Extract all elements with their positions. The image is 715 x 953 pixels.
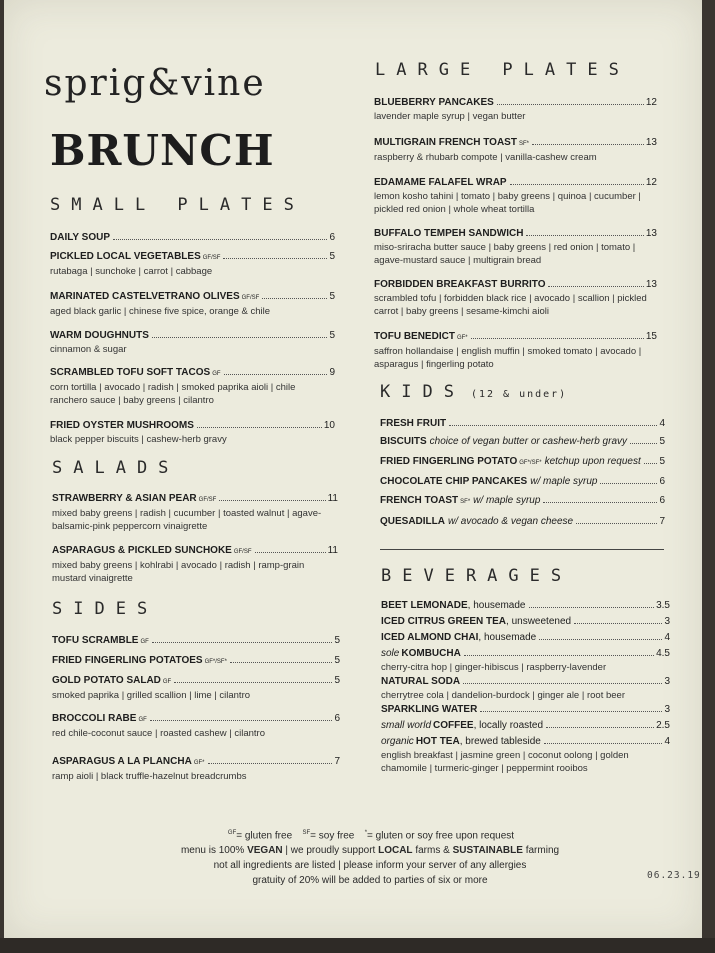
menu-item-row — [52, 755, 340, 770]
item-description: cherry-citra hop | ginger-hibiscus | raspberry-lavender — [381, 662, 607, 673]
item-price: 5 — [329, 291, 335, 302]
item-price: 5 — [659, 436, 665, 447]
item-name: FORBIDDEN BREAKFAST BURRITO — [374, 279, 546, 290]
price-leader — [526, 235, 643, 236]
price-leader — [464, 655, 654, 656]
price-leader — [497, 104, 644, 105]
price-leader — [208, 763, 333, 764]
item-option: choice of vegan butter or cashew-herb gravy — [429, 436, 628, 447]
menu-date: 06.23.19 — [647, 870, 701, 881]
sustainable-word: SUSTAINABLE — [452, 845, 523, 857]
menu-item-row — [380, 435, 665, 449]
item-name: TOFU BENEDICT — [374, 331, 455, 342]
item-price: 13 — [645, 279, 657, 290]
beverage-item — [381, 675, 670, 702]
item-price: 15 — [645, 331, 657, 342]
menu-item-row — [50, 231, 335, 245]
large-plate-item — [374, 96, 657, 123]
menu-item-row — [381, 647, 670, 661]
large-plates-heading: LARGE PLATES — [375, 60, 630, 80]
small-plate-item — [50, 366, 335, 407]
menu-footer — [120, 826, 620, 888]
item-description: raspberry & rhubarb compote | vanilla-cashew cream — [374, 152, 597, 163]
item-description: red chile-coconut sauce | roasted cashew | cilantro — [52, 728, 265, 739]
vegan-statement-a: menu is 100% — [180, 845, 248, 857]
item-price: 5 — [659, 456, 665, 467]
item-option: w/ avocado & vegan cheese — [448, 516, 574, 527]
price-leader — [471, 338, 644, 339]
kids-item-item — [380, 515, 665, 529]
dietary-legend — [120, 826, 620, 843]
item-price: 5 — [329, 251, 335, 262]
item-option: ketchup upon request — [544, 456, 641, 467]
dietary-marker: GF* — [456, 335, 468, 341]
menu-item-row — [381, 631, 670, 645]
item-description: corn tortilla | avocado | radish | smoked paprika aioli | chile ranchero sauce | baby greens | cilantro — [50, 382, 296, 406]
dietary-marker: GF/SF — [233, 549, 252, 555]
dietary-marker: GF* — [193, 760, 205, 766]
item-name: FRIED FINGERLING POTATO — [380, 456, 518, 467]
dietary-marker: GF/SF — [241, 295, 260, 301]
item-note: , brewed tableside — [459, 736, 541, 747]
item-price: 4.5 — [656, 648, 670, 659]
menu-item-row — [50, 290, 335, 305]
item-name: DAILY SOUP — [50, 232, 111, 243]
kids-age-note: (12 & under) — [470, 389, 568, 400]
price-leader — [529, 607, 655, 608]
vegan-statement-c: farms & — [412, 845, 453, 857]
item-price: 6 — [329, 232, 335, 243]
small-plates-heading: SMALL PLATES — [50, 195, 305, 215]
dietary-marker: SF* — [518, 141, 529, 147]
price-leader — [152, 337, 328, 338]
kids-item-item — [380, 455, 665, 470]
kids-item-item — [380, 475, 665, 489]
price-leader — [449, 425, 657, 426]
item-price: 13 — [645, 228, 657, 239]
price-leader — [576, 523, 657, 524]
item-price: 5 — [334, 675, 340, 686]
beverages-heading: BEVERAGES — [381, 566, 573, 586]
large-plate-item — [374, 278, 657, 318]
item-option: w/ maple syrup — [530, 476, 598, 487]
price-leader — [463, 683, 662, 684]
price-leader — [644, 463, 658, 464]
item-name: FRIED FINGERLING POTATOES — [52, 655, 203, 666]
vegan-statement — [120, 843, 620, 858]
item-price: 5 — [329, 330, 335, 341]
gf-legend-text: = gluten free — [236, 830, 293, 842]
price-leader — [197, 427, 322, 428]
item-name: ASPARAGUS A LA PLANCHA — [52, 756, 192, 767]
menu-item-row — [50, 329, 335, 343]
item-description: cherrytree cola | dandelion-burdock | ginger ale | root beer — [381, 690, 625, 701]
item-name: EDAMAME FALAFEL WRAP — [374, 177, 507, 188]
menu-item-row — [380, 455, 665, 470]
kids-heading — [380, 384, 567, 401]
item-description: lemon kosho tahini | tomato | baby greens | quinoa | cucumber | pickled red onion | whole wheat tortilla — [374, 191, 641, 215]
beverage-item — [381, 719, 670, 733]
price-leader — [224, 374, 328, 375]
menu-item-row — [380, 515, 665, 529]
item-name: NATURAL SODA — [381, 676, 461, 687]
item-name: SCRAMBLED TOFU SOFT TACOS — [50, 367, 211, 378]
price-leader — [219, 500, 325, 501]
menu-item-row — [380, 494, 665, 509]
item-price: 3 — [664, 704, 670, 715]
small-plate-item — [50, 290, 335, 318]
dietary-marker: GF — [140, 639, 149, 645]
item-price: 4 — [664, 736, 670, 747]
dietary-marker: GF*/SF* — [519, 460, 542, 466]
item-name: MULTIGRAIN FRENCH TOAST — [374, 137, 517, 148]
price-leader — [539, 639, 662, 640]
item-price: 10 — [323, 420, 335, 431]
item-description: saffron hollandaise | english muffin | smoked tomato | avocado | asparagus | fingerling potato — [374, 346, 642, 370]
item-description: rutabaga | sunchoke | carrot | cabbage — [50, 266, 213, 277]
price-leader — [630, 443, 657, 444]
price-leader — [255, 552, 326, 553]
beverage-item — [381, 631, 670, 645]
item-price: 12 — [645, 177, 657, 188]
item-description: mixed baby greens | radish | cucumber | toasted walnut | agave-balsamic-pink peppercorn vinaigrette — [52, 508, 322, 532]
item-description: cinnamon & sugar — [50, 344, 127, 355]
side-item — [52, 755, 340, 783]
item-price: 11 — [327, 493, 338, 504]
menu-item-row — [381, 735, 670, 749]
item-name: BLUEBERRY PANCAKES — [374, 97, 494, 108]
price-leader — [600, 483, 657, 484]
item-description: smoked paprika | grilled scallion | lime | cilantro — [52, 690, 251, 701]
item-description: miso-sriracha butter sauce | baby greens | red onion | tomato | agave-mustard sauce | multigrain bread — [374, 242, 636, 266]
item-price: 3.5 — [656, 600, 670, 611]
beverage-item — [381, 599, 670, 613]
item-name: BROCCOLI RABE — [52, 713, 137, 724]
item-price: 7 — [659, 516, 665, 527]
item-name: FRENCH TOAST — [380, 495, 459, 506]
dietary-marker: GF — [162, 679, 172, 685]
star-legend-text: = gluten or soy free upon request — [367, 830, 515, 842]
menu-item-row — [374, 278, 657, 292]
item-price: 6 — [659, 476, 665, 487]
item-name: FRESH FRUIT — [380, 418, 447, 429]
side-item — [52, 654, 340, 669]
price-leader — [113, 239, 327, 240]
menu-item-row — [381, 719, 670, 733]
menu-item-row — [381, 615, 670, 629]
salads-heading: SALADS — [52, 458, 180, 478]
beverage-item — [381, 703, 670, 717]
menu-item-row — [52, 674, 340, 689]
item-description: black pepper biscuits | cashew-herb gravy — [50, 434, 227, 445]
beverage-item — [381, 735, 670, 775]
item-name: WARM DOUGHNUTS — [50, 330, 149, 341]
item-name: BUFFALO TEMPEH SANDWICH — [374, 228, 524, 239]
price-leader — [510, 184, 644, 185]
item-description: scrambled tofu | forbidden black rice | avocado | scallion | pickled carrot | baby greens | sesame-kimchi aioli — [374, 293, 647, 317]
vegan-statement-b: | we proudly support — [282, 845, 379, 857]
beverage-item — [381, 647, 670, 674]
menu-item-row — [374, 136, 657, 151]
item-name: BISCUITS — [380, 436, 427, 447]
item-price: 5 — [334, 635, 340, 646]
dietary-marker: GF*/SF* — [204, 659, 227, 665]
side-item — [52, 712, 340, 740]
menu-item-row — [374, 96, 657, 110]
item-note: , unsweetened — [506, 616, 572, 627]
item-name: GOLD POTATO SALAD — [52, 675, 161, 686]
item-name: ICED CITRUS GREEN TEA — [381, 616, 507, 627]
menu-item-row — [374, 227, 657, 241]
item-name: PICKLED LOCAL VEGETABLES — [50, 251, 201, 262]
item-name: ICED ALMOND CHAI — [381, 632, 479, 643]
menu-item-row — [52, 544, 338, 559]
item-name: KOMBUCHA — [401, 648, 461, 659]
allergy-note: not all ingredients are listed | please inform your server of any allergies — [213, 860, 527, 872]
item-note: , locally roasted — [473, 720, 544, 731]
item-name: BEET LEMONADE — [381, 600, 468, 611]
item-price: 4 — [659, 418, 665, 429]
item-price: 6 — [334, 713, 340, 724]
large-plate-item — [374, 176, 657, 216]
price-leader — [223, 258, 327, 259]
item-name: TOFU SCRAMBLE — [52, 635, 139, 646]
price-leader — [152, 642, 333, 643]
section-divider — [380, 549, 664, 550]
dietary-marker: GF/SF — [202, 255, 221, 261]
menu-item-row — [381, 675, 670, 689]
item-name: CHOCOLATE CHIP PANCAKES — [380, 476, 528, 487]
item-price: 3 — [664, 676, 670, 687]
large-plate-item — [374, 227, 657, 267]
dietary-marker: SF* — [460, 499, 471, 505]
kids-item-item — [380, 435, 665, 449]
item-name: SPARKLING WATER — [381, 704, 478, 715]
menu-item-row — [52, 654, 340, 669]
menu-item-row — [52, 492, 338, 507]
price-leader — [543, 502, 657, 503]
item-option: w/ maple syrup — [473, 495, 541, 506]
item-price: 9 — [329, 367, 335, 378]
side-item — [52, 634, 340, 649]
menu-item-row — [374, 176, 657, 190]
salad-item — [52, 492, 338, 533]
small-plate-item — [50, 419, 335, 446]
item-price: 4 — [664, 632, 670, 643]
local-word: LOCAL — [378, 845, 413, 857]
salad-item — [52, 544, 338, 585]
restaurant-logo: sprig&vine — [44, 63, 266, 104]
menu-item-row — [50, 419, 335, 433]
item-name: FRIED OYSTER MUSHROOMS — [50, 420, 194, 431]
menu-item-row — [52, 634, 340, 649]
kids-item-item — [380, 417, 665, 431]
item-description: ramp aioli | black truffle-hazelnut breadcrumbs — [52, 771, 247, 782]
beverage-item — [381, 615, 670, 629]
price-leader — [174, 682, 332, 683]
item-description: aged black garlic | chinese five spice, orange & chile — [50, 306, 271, 317]
table-surface — [0, 938, 715, 953]
dietary-marker: GF/SF — [198, 497, 217, 503]
item-note: , housemade — [467, 600, 526, 611]
vegan-word: VEGAN — [247, 845, 283, 857]
menu-item-row — [380, 417, 665, 431]
item-price: 11 — [327, 545, 338, 556]
item-price: 3 — [664, 616, 670, 627]
price-leader — [230, 662, 333, 663]
item-name: MARINATED CASTELVETRANO OLIVES — [50, 291, 240, 302]
price-leader — [532, 144, 644, 145]
menu-item-row — [374, 330, 657, 345]
large-plate-item — [374, 330, 657, 371]
dietary-marker: GF — [138, 717, 147, 723]
kids-heading-label: KIDS — [380, 382, 465, 402]
menu-item-row — [50, 366, 335, 381]
item-prefix: sole — [381, 648, 400, 659]
price-leader — [262, 298, 327, 299]
kids-item-item — [380, 494, 665, 509]
sides-heading: SIDES — [52, 599, 159, 619]
sf-legend-text: = soy free — [310, 830, 355, 842]
item-price: 13 — [645, 137, 657, 148]
item-description: english breakfast | jasmine green | coconut oolong | golden chamomile | turmeric-ginger | peppermint rooibos — [381, 750, 629, 774]
menu-item-row — [381, 703, 670, 717]
small-plate-item — [50, 250, 335, 278]
item-name: QUESADILLA — [380, 516, 445, 527]
price-leader — [548, 286, 643, 287]
item-note: , housemade — [478, 632, 537, 643]
small-plate-item — [50, 231, 335, 245]
sf-symbol: SF — [302, 830, 311, 836]
item-price: 7 — [334, 756, 340, 767]
price-leader — [574, 623, 662, 624]
dietary-marker: GF — [212, 371, 221, 377]
item-name: HOT TEA — [415, 736, 460, 747]
item-description: mixed baby greens | kohlrabi | avocado | radish | ramp-grain mustard vinaigrette — [52, 560, 305, 584]
item-price: 5 — [334, 655, 340, 666]
menu-item-row — [380, 475, 665, 489]
item-prefix: small world — [381, 720, 432, 731]
menu-title: BRUNCH — [50, 126, 275, 175]
item-price: 2.5 — [656, 720, 670, 731]
item-prefix: organic — [381, 736, 414, 747]
price-leader — [480, 711, 662, 712]
star-symbol: * — [364, 830, 368, 836]
vegan-statement-d: farming — [522, 845, 560, 857]
item-name: STRAWBERRY & ASIAN PEAR — [52, 493, 197, 504]
price-leader — [546, 727, 654, 728]
item-name: ASPARAGUS & PICKLED SUNCHOKE — [52, 545, 232, 556]
price-leader — [544, 743, 663, 744]
menu-item-row — [52, 712, 340, 727]
item-description: lavender maple syrup | vegan butter — [374, 111, 526, 122]
gf-symbol: GF — [227, 830, 237, 836]
side-item — [52, 674, 340, 702]
item-name: COFFEE — [433, 720, 474, 731]
gratuity-note: gratuity of 20% will be added to parties of six or more — [252, 875, 488, 887]
small-plate-item — [50, 329, 335, 356]
menu-item-row — [50, 250, 335, 265]
large-plate-item — [374, 136, 657, 164]
menu-item-row — [381, 599, 670, 613]
item-price: 6 — [659, 495, 665, 506]
price-leader — [150, 720, 333, 721]
item-price: 12 — [645, 97, 657, 108]
